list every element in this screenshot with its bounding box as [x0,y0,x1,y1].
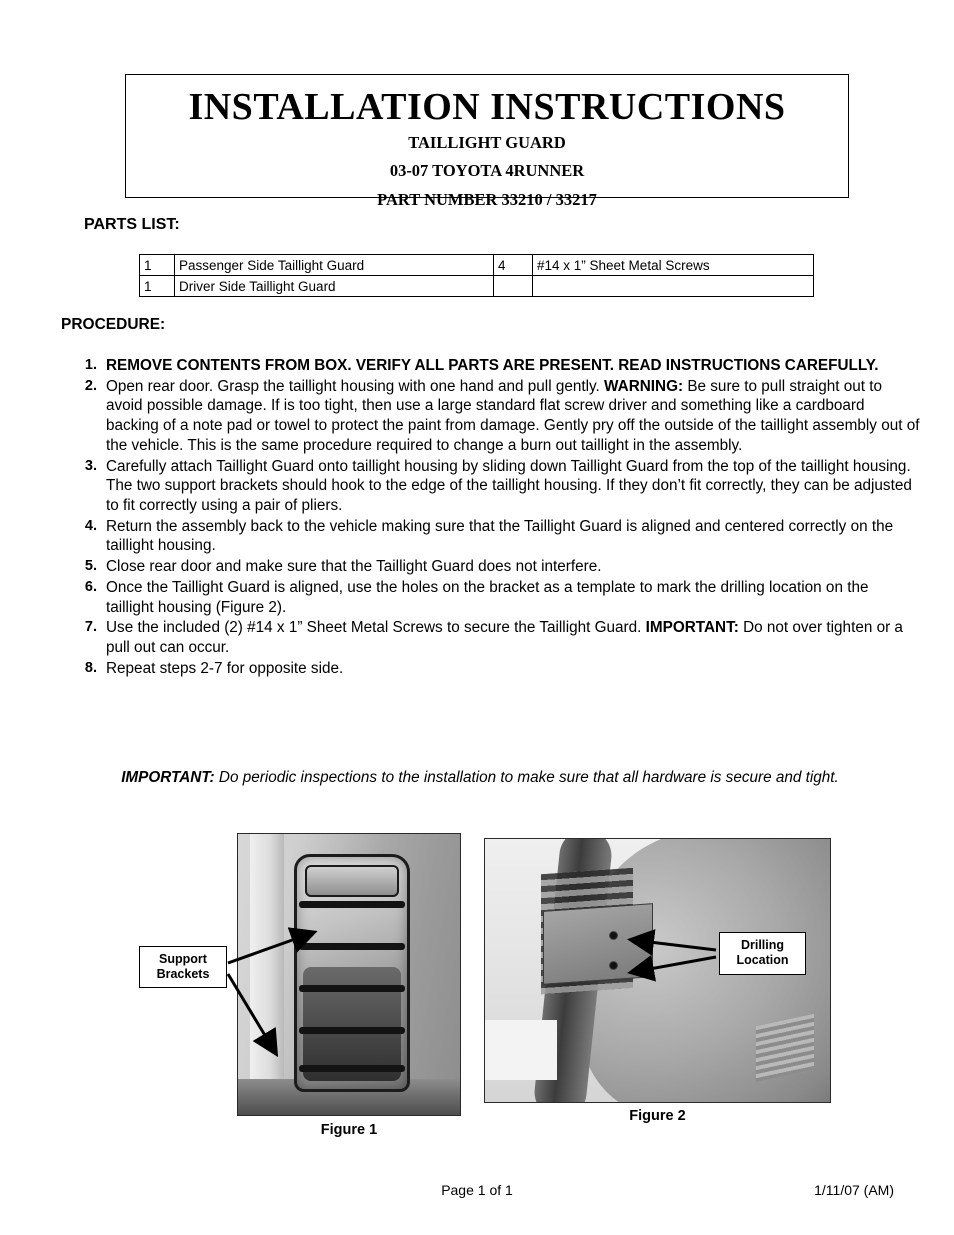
callout-drilling-location: Drilling Location [719,932,806,975]
list-item [80,578,920,617]
guard-bar [299,943,405,950]
background-highlight [485,1020,557,1080]
step-number: 8. [84,659,97,676]
procedure-steps [80,356,920,680]
step-text: Carefully attach Taillight Guard onto taillight housing by sliding down Taillight Guard from the top of the taillight housing. The two support brackets should hook to the edge of the taillight housing. If they don’t fit correctly, they can be adjusted to fit correctly using a pair of pliers. [106,457,912,515]
step-number: 3. [84,457,97,474]
guard-segment [305,865,399,897]
figure-2-caption: Figure 2 [629,1108,686,1124]
step-text [106,618,920,657]
support-bracket-plate [543,903,653,985]
step-number: 5. [84,558,97,575]
step-text [106,377,920,456]
parts-qty: 1 [140,255,175,276]
parts-desc: #14 x 1” Sheet Metal Screws [533,255,814,276]
list-item [80,659,920,679]
figure-1-photo [237,833,461,1116]
parts-qty: 4 [494,255,533,276]
figure-1-caption: Figure 1 [320,1122,378,1138]
step-warning-label: WARNING: [604,377,684,395]
step-number: 4. [84,517,97,534]
list-item [80,557,920,577]
step-important-label: IMPORTANT: [645,619,739,637]
document-subtitle-vehicle: 03-07 TOYOTA 4RUNNER [389,161,585,181]
step-text: Once the Taillight Guard is aligned, use the holes on the bracket as a template to mark the drilling location on the taillight housing (Figure 2). [106,578,869,616]
parts-desc: Passenger Side Taillight Guard [175,255,494,276]
step-text: Return the assembly back to the vehicle making sure that the Taillight Guard is aligned and centered correctly on the taillight housing. [106,517,894,555]
step-text-pre: Use the included (2) #14 x 1” Sheet Metal Screws to secure the Taillight Guard. [106,619,646,637]
parts-qty [494,276,533,297]
parts-desc [533,276,814,297]
parts-list-heading: PARTS LIST: [84,216,180,233]
list-item [80,356,920,376]
step-number: 1. [84,357,97,373]
drill-hole [609,961,618,970]
figure-1 [237,833,461,1138]
step-text-pre: Open rear door. Grasp the taillight housing with one hand and pull gently. [106,377,605,395]
footer-date: 1/11/07 (AM) [814,1182,894,1198]
footer-page-number: Page 1 of 1 [441,1182,513,1198]
step-number: 6. [84,578,97,595]
parts-list-table [139,254,814,297]
step-number: 2. [84,377,97,394]
guard-bar [299,901,405,908]
important-note-text: Do periodic inspections to the installation to make sure that all hardware is secure and tight. [214,769,839,786]
important-note [62,768,898,788]
title-box [125,74,849,209]
list-item [80,457,920,516]
step-text: Repeat steps 2-7 for opposite side. [106,659,344,677]
procedure-heading: PROCEDURE: [61,316,166,333]
guard-bar [299,1027,405,1034]
step-text: Close rear door and make sure that the Taillight Guard does not interfere. [106,558,602,576]
document-subtitle-product: TAILLIGHT GUARD [408,133,566,152]
document-title: INSTALLATION INSTRUCTIONS [188,86,786,128]
table-row [140,255,814,276]
step-text-post: Be sure to pull straight out to avoid possible damage. If is too tight, then use a large standard flat screw driver and something like a cardboard backing of a note pad or towel to protect the paint from damage. Gently pry off the outside of the taillight assembly out of the vehicle. This is the same procedure required to change a burn out taillight in the assembly. [106,377,920,454]
guard-bar [299,985,405,992]
step-text-post: Do not over tighten or a pull out can occur. [106,619,903,657]
important-note-label: IMPORTANT: [121,769,215,786]
list-item [80,377,920,456]
vehicle-body-panel [250,834,284,1115]
drill-hole [609,931,618,940]
guard-bar [299,1065,405,1072]
step-text: REMOVE CONTENTS FROM BOX. VERIFY ALL PARTS ARE PRESENT. READ INSTRUCTIONS CAREFULLY. [106,357,879,374]
parts-desc: Driver Side Taillight Guard [175,276,494,297]
table-row [140,276,814,297]
taillight-guard-assembly [294,854,410,1092]
list-item [80,618,920,657]
document-subtitle-partnumber: PART NUMBER 33210 / 33217 [377,189,597,209]
list-item [80,517,920,556]
parts-qty: 1 [140,276,175,297]
callout-support-brackets: Support Brackets [139,946,227,988]
step-number: 7. [84,619,97,636]
